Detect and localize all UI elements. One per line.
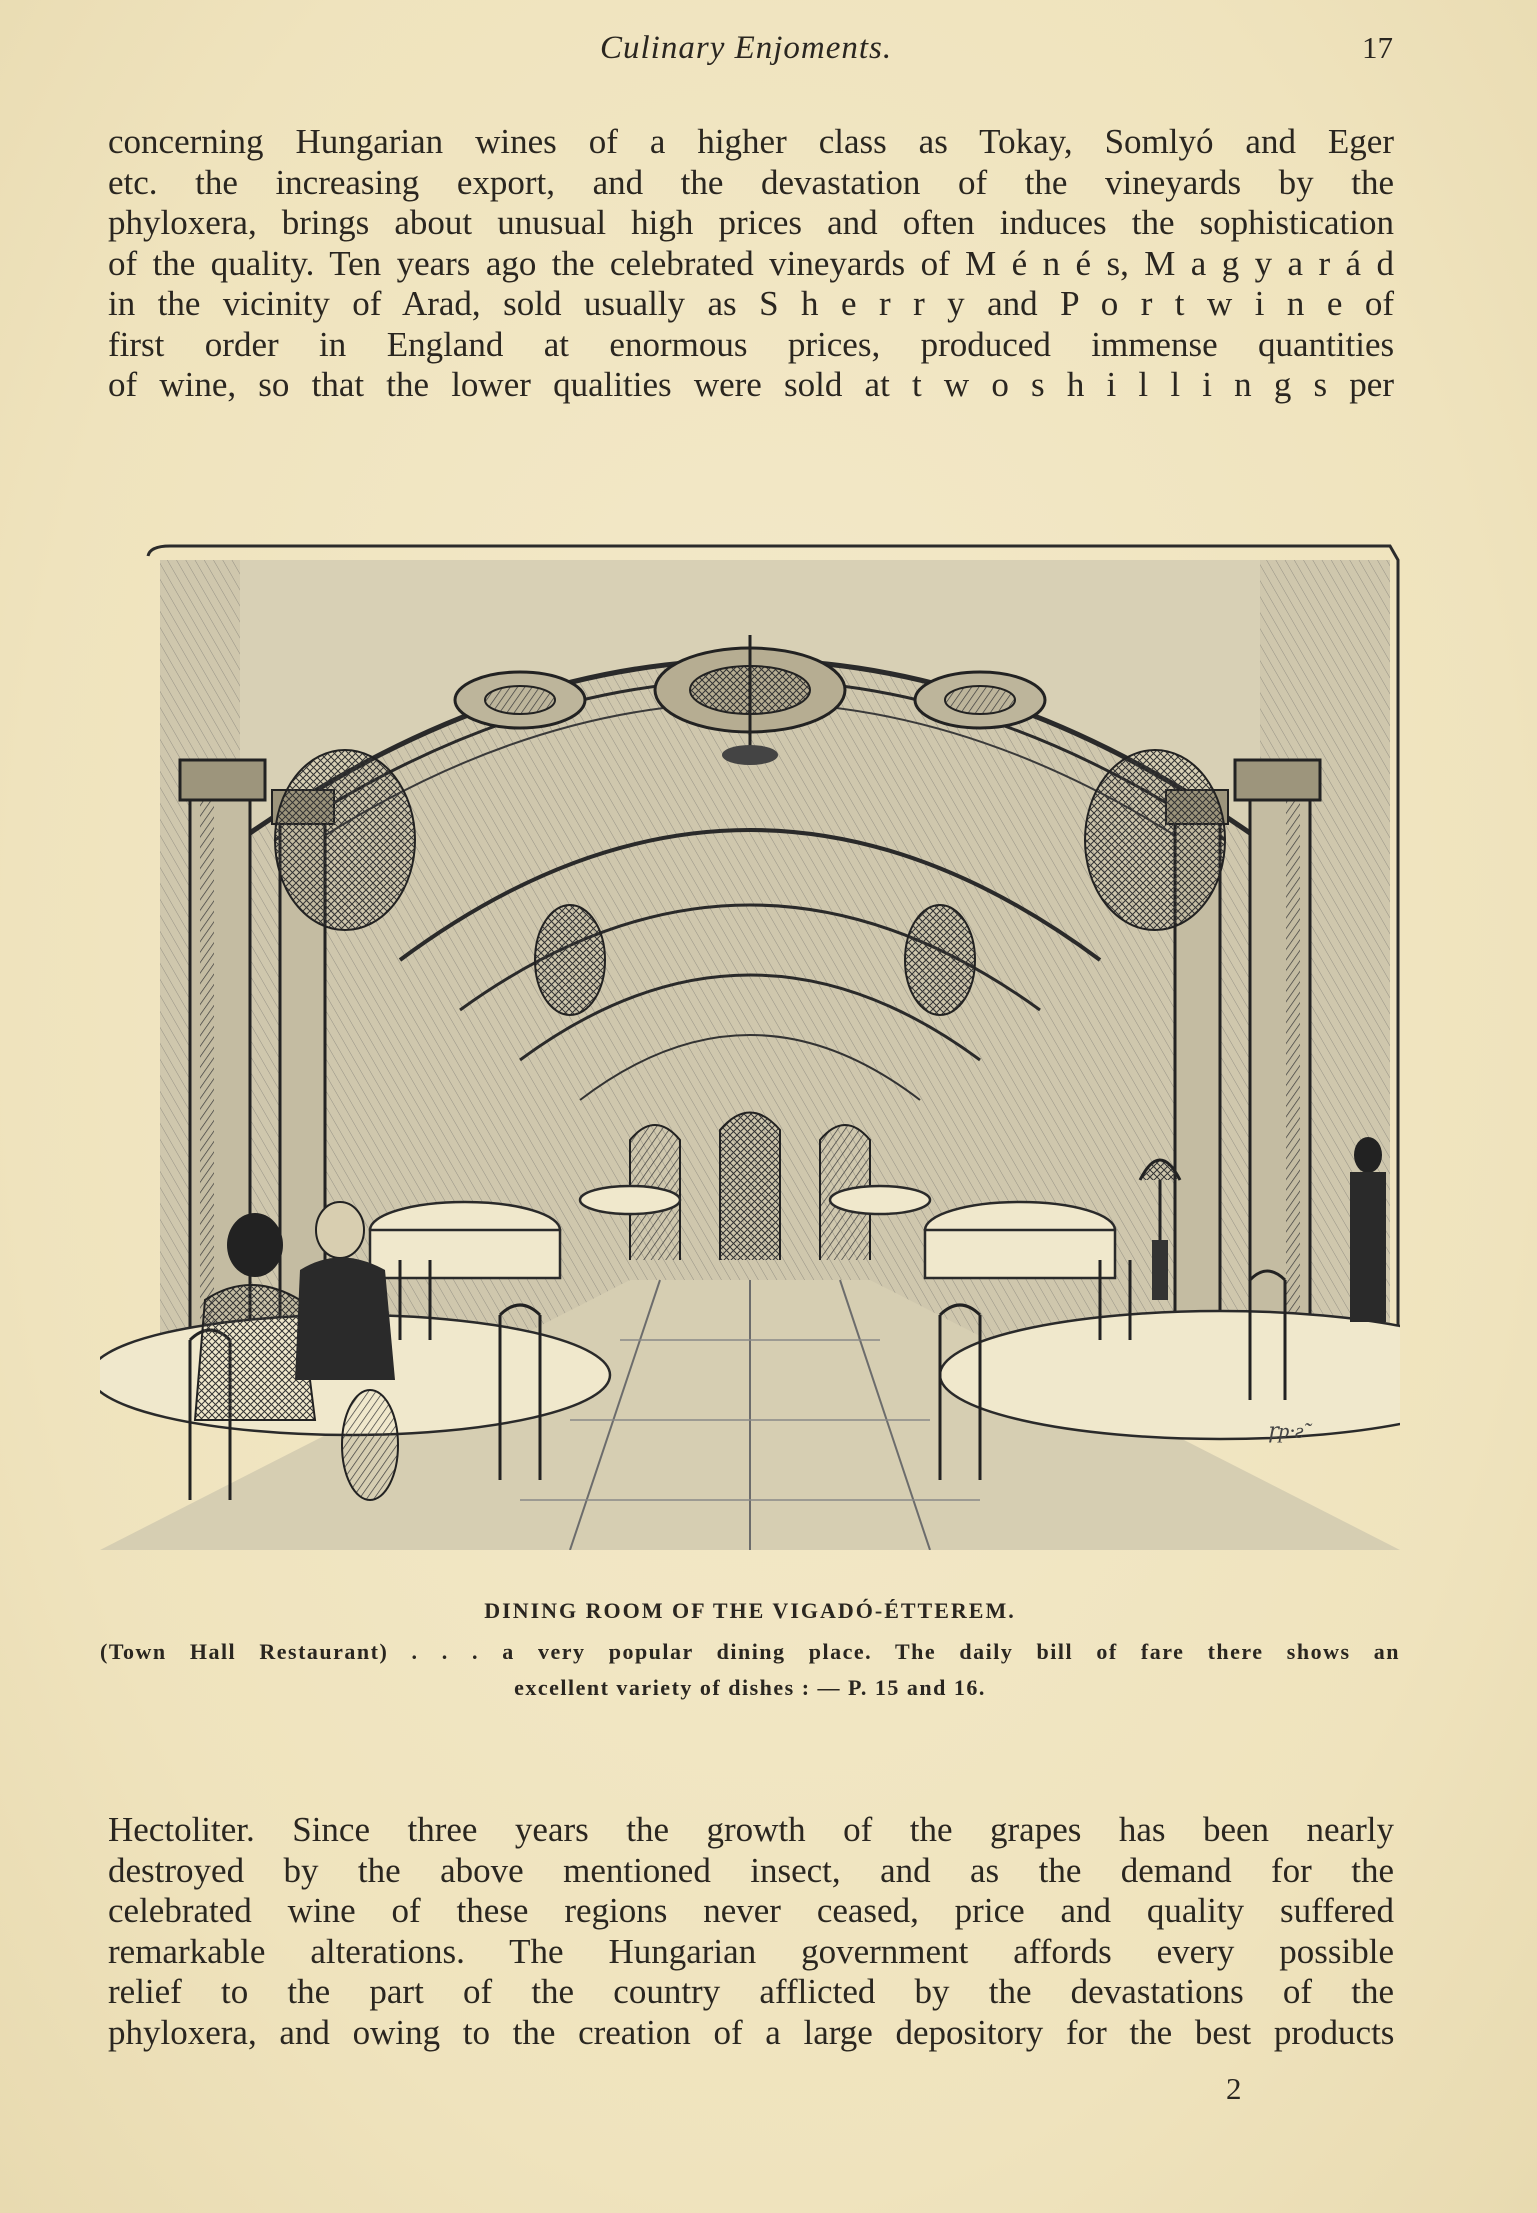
running-head	[0, 30, 1537, 74]
dining-room-engraving	[100, 540, 1400, 1550]
text-line: etc. the increasing export, and the devastation of the vineyards by the	[108, 162, 1394, 202]
text-line: of the quality. Ten years ago the celebrated vineyards of M é n é s, M a g y a r á d	[108, 243, 1394, 283]
figure-caption	[100, 1598, 1400, 1706]
caption-line: excellent variety of dishes : — P. 15 and 16.	[514, 1675, 986, 1700]
body-paragraph-bottom	[108, 1810, 1394, 2053]
caption-line: (Town Hall Restaurant) . . . a very popular dining place. The daily bill of fare there shows an	[100, 1639, 1400, 1664]
text-line: destroyed by the above mentioned insect, and as the demand for the	[108, 1850, 1394, 1890]
text-line: Hectoliter. Since three years the growth of the grapes has been nearly	[108, 1810, 1394, 1849]
body-paragraph-top	[108, 122, 1394, 406]
text-line: concerning Hungarian wines of a higher class as Tokay, Somlyó and Eger	[108, 122, 1394, 161]
engraver-signature: ꝼp·ƨ˜	[1268, 1418, 1311, 1443]
text-line: first order in England at enormous prices, produced immense quantities	[108, 324, 1395, 364]
text-line: in the vicinity of Arad, sold usually as S h e r r y and P o r t w i n e of	[108, 284, 1394, 323]
text-line: celebrated wine of these regions never ceased, price and quality suffered	[108, 1891, 1394, 1930]
signature-number: 2	[1226, 2071, 1242, 2106]
text-line: remarkable alterations. The Hungarian government affords every possible	[108, 1931, 1394, 1971]
running-title: Culinary Enjoments.	[600, 30, 893, 66]
caption-title: DINING ROOM OF THE VIGADÓ-ÉTTEREM.	[484, 1598, 1016, 1623]
text-line: of wine, so that the lower qualities were sold at t w o s h i l l i n g s per	[108, 365, 1394, 404]
page-number: 17	[1362, 30, 1393, 65]
text-line: relief to the part of the country afflicted by the devastations of the	[108, 1972, 1394, 2011]
text-line: phyloxera, and owing to the creation of a large depository for the best products	[108, 2012, 1395, 2052]
text-line: phyloxera, brings about unusual high prices and often induces the sophistication	[108, 203, 1394, 242]
